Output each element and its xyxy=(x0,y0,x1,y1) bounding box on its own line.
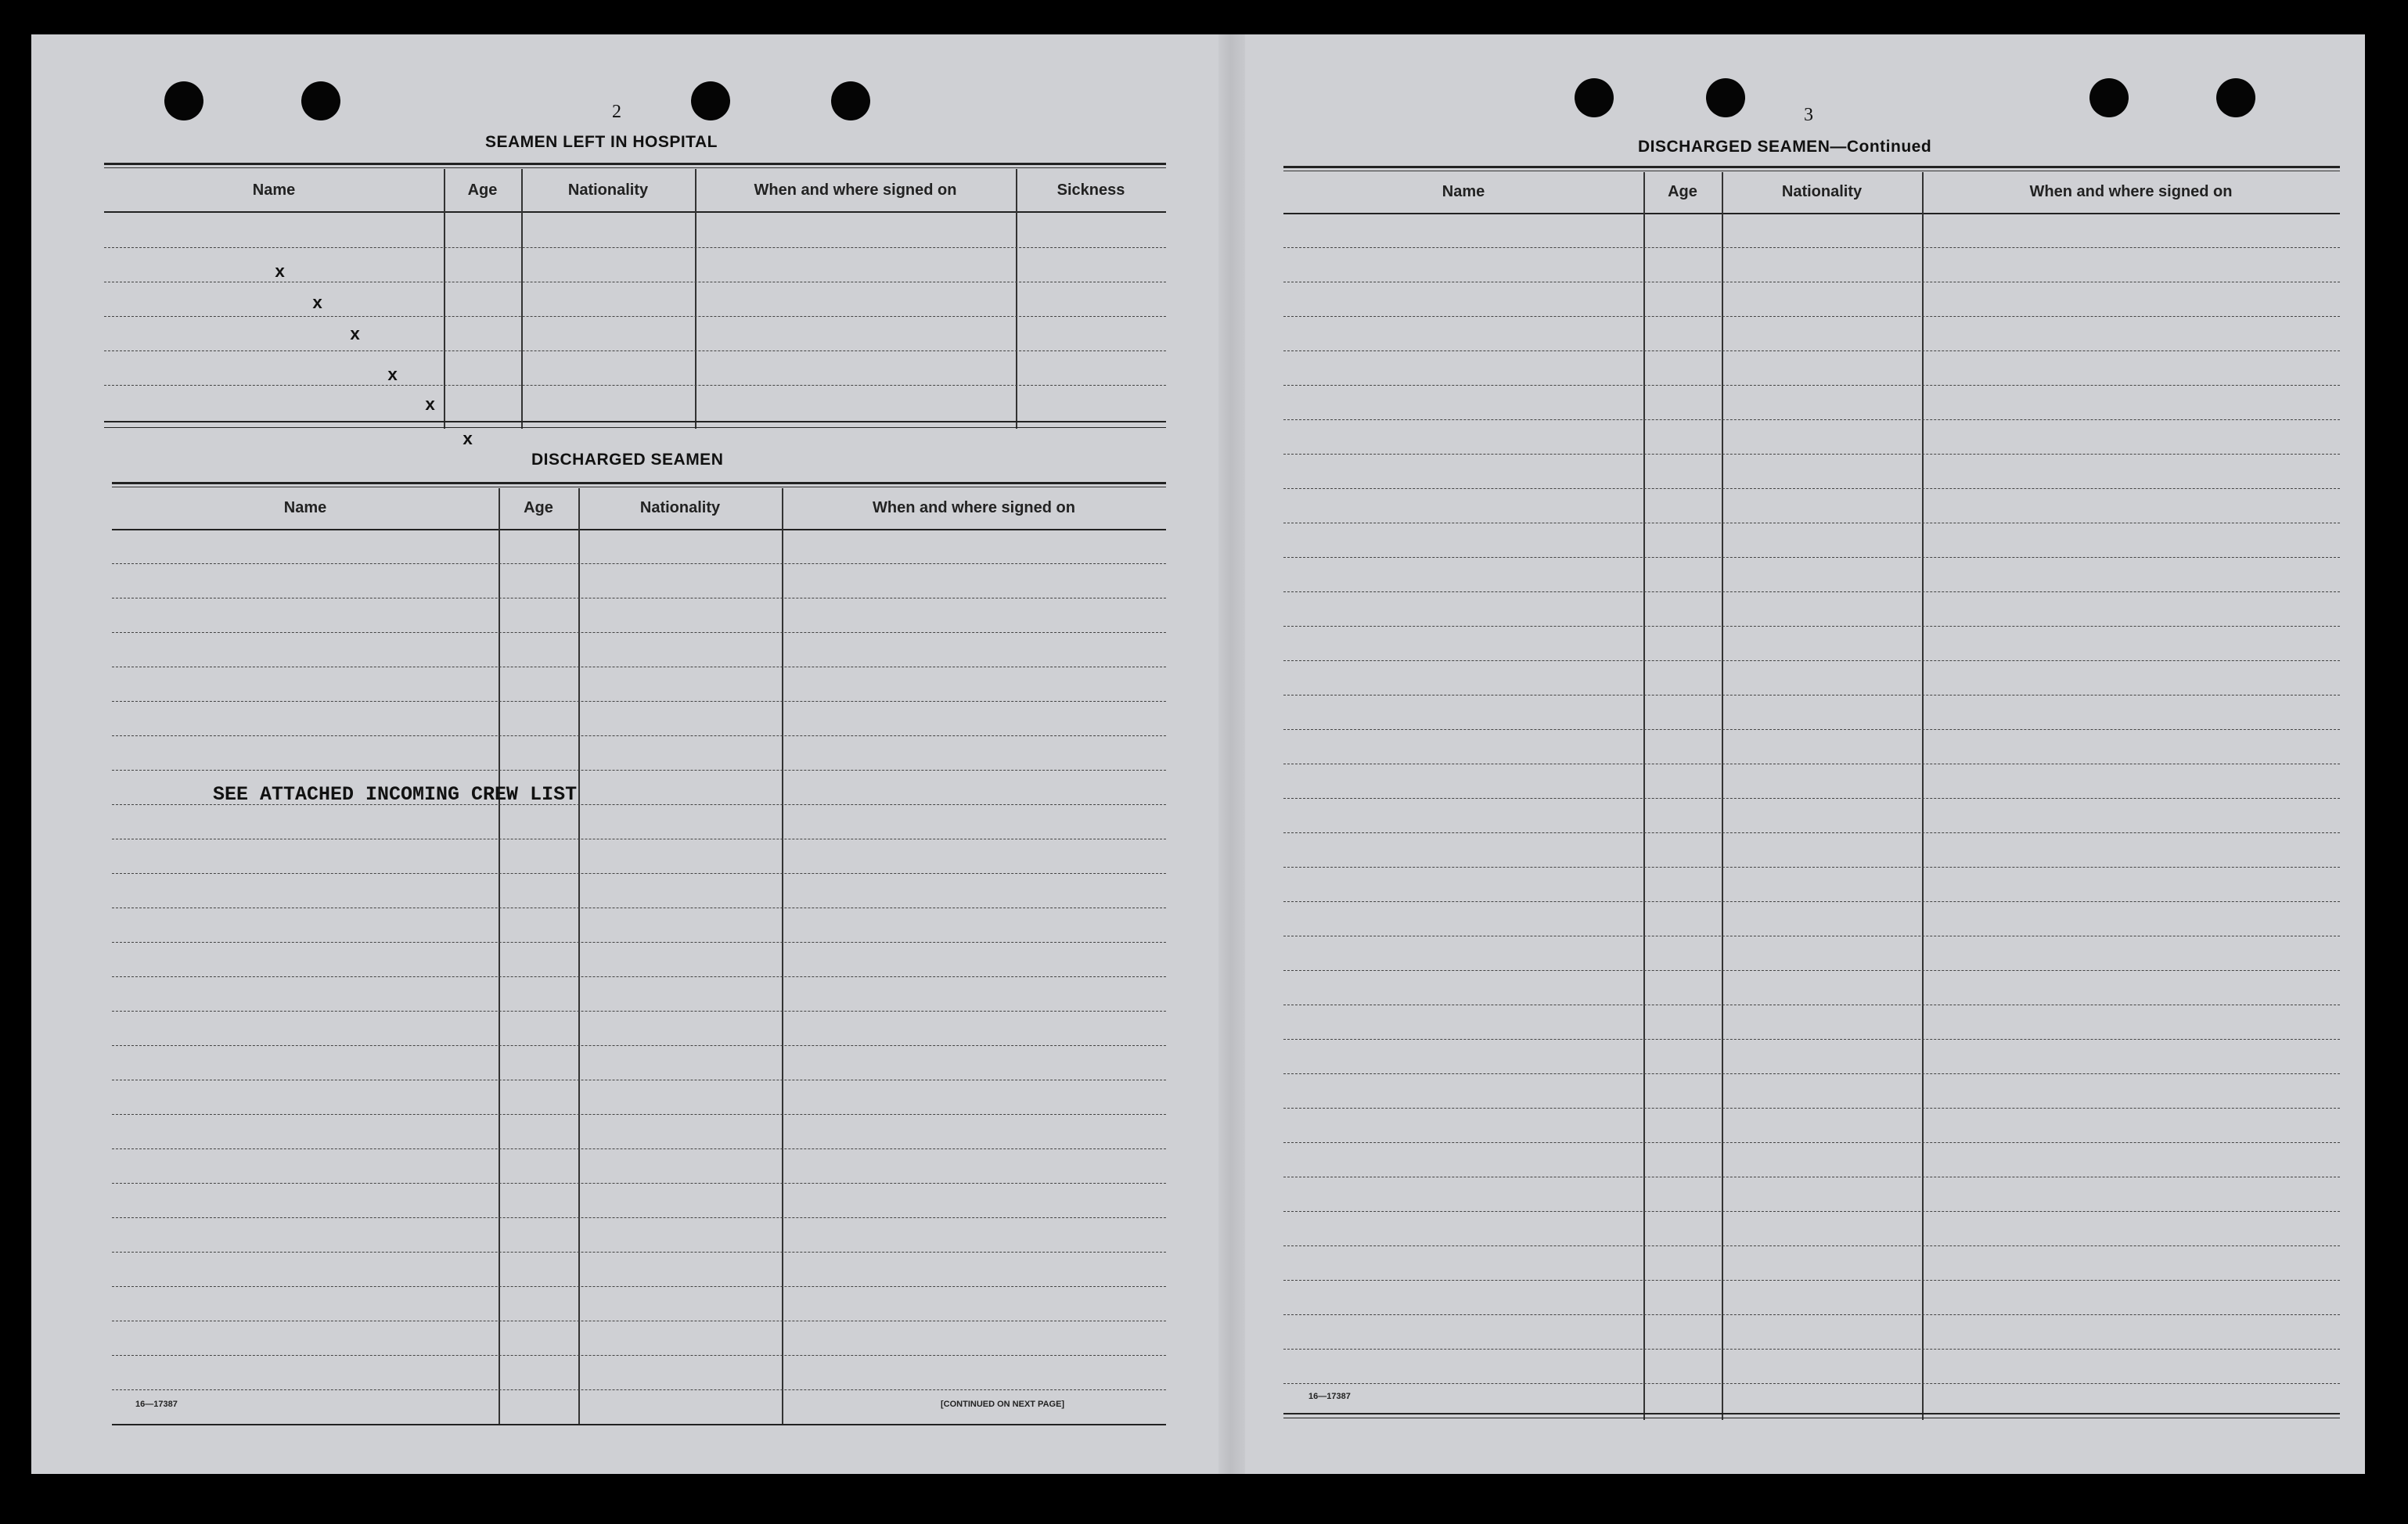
typed-x-mark: x xyxy=(387,366,398,386)
punch-hole xyxy=(164,81,203,120)
continued-header-signed-on: When and where signed on xyxy=(2029,183,2233,200)
punch-hole xyxy=(2089,78,2129,117)
continued-header-nationality: Nationality xyxy=(1781,183,1863,200)
hospital-header-sickness: Sickness xyxy=(1056,182,1125,199)
hospital-table xyxy=(104,163,1166,466)
typed-x-mark: x xyxy=(425,396,436,415)
punch-hole xyxy=(2216,78,2255,117)
continued-header-name: Name xyxy=(1442,183,1485,200)
hospital-header-age: Age xyxy=(467,182,498,199)
discharged-header-nationality: Nationality xyxy=(639,499,721,516)
title-main: DISCHARGED SEAMEN xyxy=(1638,138,1830,156)
page-number-right: 3 xyxy=(1804,105,1813,125)
typed-x-mark: x xyxy=(350,325,361,345)
hospital-title: SEAMEN LEFT IN HOSPITAL xyxy=(485,133,718,151)
punch-hole xyxy=(1706,78,1745,117)
document-sheet xyxy=(31,34,2365,1474)
title-continued: —Continued xyxy=(1830,138,1932,156)
discharged-header-age: Age xyxy=(524,499,553,516)
discharged-table-right xyxy=(1283,166,2340,1425)
typed-x-mark: x xyxy=(312,294,323,314)
hospital-header-signed-on: When and where signed on xyxy=(754,182,957,199)
page-fold xyxy=(1218,34,1245,1474)
discharged-table-left xyxy=(112,482,1166,1429)
typed-x-mark: x xyxy=(275,263,286,282)
punch-hole xyxy=(691,81,730,120)
hospital-header-nationality: Nationality xyxy=(567,182,649,199)
continued-header-age: Age xyxy=(1668,183,1697,200)
punch-hole xyxy=(301,81,340,120)
hospital-header-name: Name xyxy=(252,182,296,199)
punch-hole xyxy=(831,81,870,120)
typed-x-mark: x xyxy=(463,430,473,450)
punch-hole xyxy=(1575,78,1614,117)
discharged-continued-title xyxy=(1638,138,1931,156)
discharged-header-signed-on: When and where signed on xyxy=(873,499,1075,516)
continued-note: [CONTINUED ON NEXT PAGE] xyxy=(941,1400,1065,1409)
discharged-title: DISCHARGED SEAMEN xyxy=(531,451,724,469)
typed-note: SEE ATTACHED INCOMING CREW LIST xyxy=(213,783,578,806)
form-number-right: 16—17387 xyxy=(1308,1392,1351,1401)
form-number-left: 16—17387 xyxy=(135,1400,178,1409)
discharged-header-name: Name xyxy=(283,499,327,516)
page-number-left: 2 xyxy=(612,102,621,122)
